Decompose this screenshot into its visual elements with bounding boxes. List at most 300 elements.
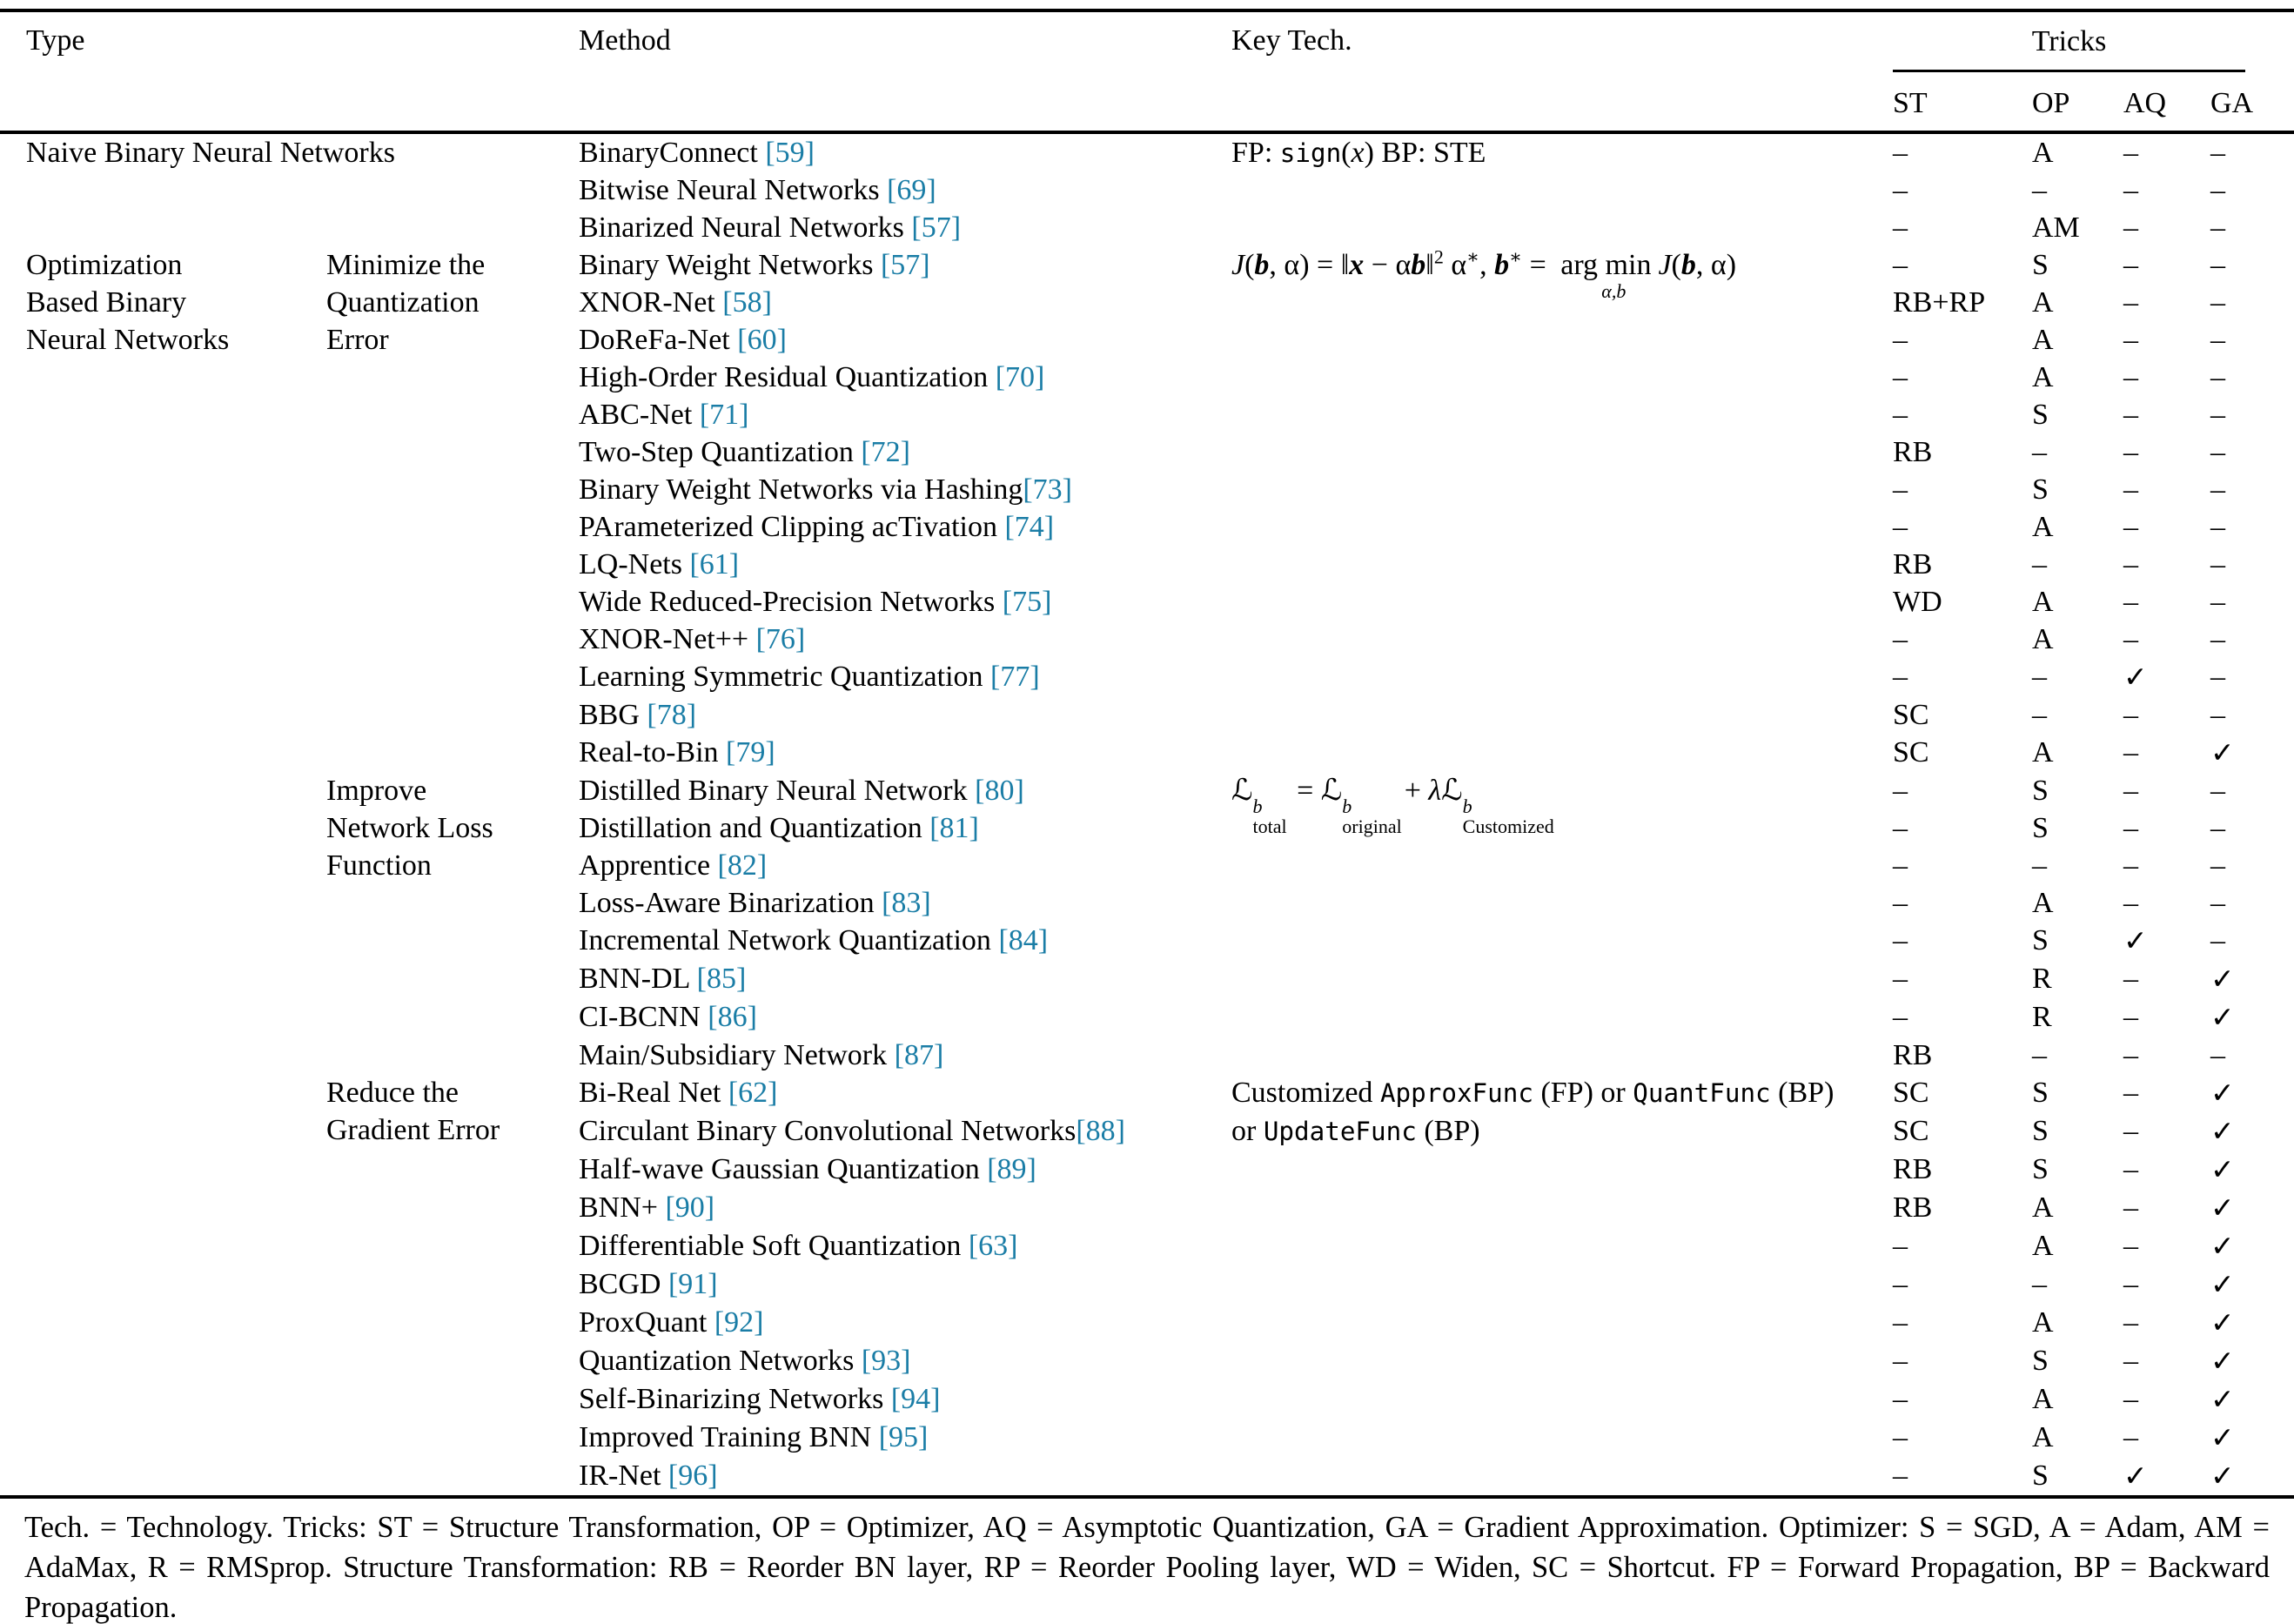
trick-op-cell bbox=[2032, 171, 2123, 209]
trick-aq-cell bbox=[2123, 284, 2210, 321]
trick-value: A bbox=[2032, 511, 2054, 543]
no-value-dash: – bbox=[1893, 211, 1908, 244]
no-value-dash: – bbox=[2032, 548, 2047, 580]
method-name: ProxQuant bbox=[579, 1306, 714, 1339]
trick-st-cell bbox=[1893, 1265, 2032, 1304]
citation-link[interactable]: [90] bbox=[665, 1191, 715, 1224]
no-value-dash: – bbox=[2123, 548, 2138, 580]
trick-ga-cell bbox=[2210, 284, 2294, 321]
trick-value: S bbox=[2032, 1115, 2049, 1147]
method-cell bbox=[579, 696, 1231, 734]
col-header-aq-label: AQ bbox=[2123, 87, 2167, 119]
citation-link[interactable]: [80] bbox=[975, 775, 1024, 807]
table-body bbox=[0, 132, 2294, 1497]
method-name: Distilled Binary Neural Network bbox=[579, 775, 976, 807]
citation-link[interactable]: [82] bbox=[717, 849, 768, 882]
trick-op-cell bbox=[2032, 1457, 2123, 1497]
no-value-dash: – bbox=[1893, 1230, 1908, 1262]
trick-ga-cell bbox=[2210, 1380, 2294, 1419]
trick-op-cell bbox=[2032, 696, 2123, 734]
method-name: Learning Symmetric Quantization bbox=[579, 661, 991, 693]
trick-aq-cell bbox=[2123, 1342, 2210, 1380]
citation-link[interactable]: [77] bbox=[990, 661, 1040, 693]
no-value-dash: – bbox=[1893, 249, 1908, 281]
method-name: BNN+ bbox=[579, 1191, 666, 1224]
check-icon: ✓ bbox=[2210, 735, 2235, 769]
trick-op-cell bbox=[2032, 546, 2123, 583]
citation-link[interactable]: [85] bbox=[696, 963, 747, 995]
check-icon: ✓ bbox=[2210, 1420, 2235, 1454]
no-value-dash: – bbox=[2210, 174, 2225, 206]
no-value-dash: – bbox=[2210, 211, 2225, 244]
no-value-dash: – bbox=[2123, 775, 2138, 807]
trick-ga-cell bbox=[2210, 246, 2294, 284]
no-value-dash: – bbox=[2123, 436, 2138, 468]
subtype-cell bbox=[326, 772, 579, 1074]
method-cell bbox=[579, 1457, 1231, 1497]
superscript: b bbox=[1252, 795, 1263, 817]
trick-value: SC bbox=[1893, 699, 1929, 731]
no-value-dash: – bbox=[2123, 736, 2138, 768]
trick-value: S bbox=[2032, 812, 2049, 844]
trick-value: RB bbox=[1893, 436, 1933, 468]
trick-value: RB+RP bbox=[1893, 286, 1986, 319]
no-value-dash: – bbox=[2032, 699, 2047, 731]
trick-op-cell bbox=[2032, 583, 2123, 621]
trick-aq-cell bbox=[2123, 1457, 2210, 1497]
trick-ga-cell bbox=[2210, 132, 2294, 171]
no-value-dash: – bbox=[2032, 849, 2047, 882]
citation-link[interactable]: [72] bbox=[861, 436, 910, 468]
trick-ga-cell bbox=[2210, 884, 2294, 922]
col-header-ga-label: GA bbox=[2210, 87, 2254, 119]
trick-op-cell bbox=[2032, 1189, 2123, 1227]
method-name: LQ-Nets bbox=[579, 548, 690, 580]
trick-value: A bbox=[2032, 1306, 2054, 1339]
method-cell bbox=[579, 1380, 1231, 1419]
trick-st-cell bbox=[1893, 471, 2032, 508]
table-header bbox=[0, 10, 2294, 132]
trick-ga-cell bbox=[2210, 809, 2294, 847]
type-label: Optimization bbox=[26, 249, 183, 281]
citation-link[interactable]: [76] bbox=[755, 623, 806, 655]
citation-link[interactable]: [81] bbox=[929, 812, 979, 844]
trick-st-cell bbox=[1893, 1037, 2032, 1074]
trick-st-cell bbox=[1893, 884, 2032, 922]
method-cell bbox=[579, 1074, 1231, 1112]
citation-link[interactable]: [70] bbox=[995, 361, 1045, 393]
citation-link[interactable]: [62] bbox=[728, 1077, 778, 1109]
trick-st-cell bbox=[1893, 508, 2032, 546]
no-value-dash: – bbox=[1893, 1383, 1908, 1415]
no-value-dash: – bbox=[2210, 324, 2225, 356]
no-value-dash: – bbox=[1893, 924, 1908, 956]
trick-op-cell bbox=[2032, 998, 2123, 1037]
trick-aq-cell bbox=[2123, 809, 2210, 847]
trick-aq-cell bbox=[2123, 209, 2210, 246]
citation-link[interactable]: [87] bbox=[894, 1039, 944, 1071]
trick-aq-cell bbox=[2123, 1112, 2210, 1151]
method-cell bbox=[579, 1304, 1231, 1342]
no-value-dash: – bbox=[2210, 286, 2225, 319]
trick-ga-cell bbox=[2210, 621, 2294, 658]
trick-op-cell bbox=[2032, 246, 2123, 284]
method-cell bbox=[579, 734, 1231, 772]
trick-st-cell bbox=[1893, 171, 2032, 209]
trick-st-cell bbox=[1893, 1189, 2032, 1227]
trick-aq-cell bbox=[2123, 1037, 2210, 1074]
no-value-dash: – bbox=[2123, 586, 2138, 618]
col-header-op bbox=[2032, 77, 2123, 132]
no-value-dash: – bbox=[2210, 1039, 2225, 1071]
trick-op-cell bbox=[2032, 1227, 2123, 1265]
type-cell bbox=[0, 132, 579, 246]
trick-value: SC bbox=[1893, 736, 1929, 768]
subscript: Customized bbox=[1462, 815, 1554, 838]
table-row bbox=[0, 132, 2294, 171]
method-cell bbox=[579, 583, 1231, 621]
subscript: original bbox=[1342, 815, 1402, 838]
citation-link[interactable]: [57] bbox=[911, 211, 962, 244]
trick-op-cell bbox=[2032, 734, 2123, 772]
trick-value: A bbox=[2032, 887, 2054, 919]
trick-aq-cell bbox=[2123, 884, 2210, 922]
no-value-dash: – bbox=[2123, 211, 2138, 244]
trick-st-cell bbox=[1893, 132, 2032, 171]
method-name: DoReFa-Net bbox=[579, 324, 738, 356]
trick-value: A bbox=[2032, 736, 2054, 768]
no-value-dash: – bbox=[2123, 887, 2138, 919]
trick-ga-cell bbox=[2210, 321, 2294, 359]
trick-ga-cell bbox=[2210, 1112, 2294, 1151]
no-value-dash: – bbox=[2210, 361, 2225, 393]
subtype-label: Reduce the bbox=[326, 1077, 459, 1109]
trick-value: S bbox=[2032, 473, 2049, 506]
trick-value: A bbox=[2032, 137, 2054, 169]
trick-ga-cell bbox=[2210, 696, 2294, 734]
check-icon: ✓ bbox=[2210, 962, 2235, 996]
method-cell bbox=[579, 471, 1231, 508]
method-cell bbox=[579, 171, 1231, 209]
trick-value: R bbox=[2032, 963, 2052, 995]
trick-value: A bbox=[2032, 1191, 2054, 1224]
trick-st-cell bbox=[1893, 321, 2032, 359]
method-cell bbox=[579, 508, 1231, 546]
no-value-dash: – bbox=[2123, 249, 2138, 281]
no-value-dash: – bbox=[2123, 1001, 2138, 1033]
check-icon: ✓ bbox=[2210, 1459, 2235, 1493]
tricks-group-label: Tricks bbox=[2031, 25, 2107, 57]
subtype-cell bbox=[326, 246, 579, 772]
header-row-tricks bbox=[0, 77, 2294, 132]
no-value-dash: – bbox=[1893, 1460, 1908, 1492]
trick-op-cell bbox=[2032, 960, 2123, 998]
trick-value: RB bbox=[1893, 1039, 1933, 1071]
trick-st-cell bbox=[1893, 922, 2032, 960]
bnn-methods-table bbox=[0, 9, 2294, 1499]
citation-link[interactable]: [89] bbox=[987, 1153, 1036, 1185]
check-icon: ✓ bbox=[2210, 1076, 2235, 1110]
trick-st-cell bbox=[1893, 433, 2032, 471]
argmin-stack bbox=[1553, 246, 1658, 302]
trick-st-cell bbox=[1893, 583, 2032, 621]
subtype-label: Gradient Error bbox=[326, 1114, 500, 1146]
method-name: Incremental Network Quantization bbox=[579, 924, 999, 956]
trick-op-cell bbox=[2032, 433, 2123, 471]
citation-link[interactable]: [58] bbox=[722, 286, 772, 319]
trick-ga-cell bbox=[2210, 1342, 2294, 1380]
no-value-dash: – bbox=[1893, 137, 1908, 169]
no-value-dash: – bbox=[1893, 324, 1908, 356]
citation-link[interactable]: [96] bbox=[667, 1460, 718, 1492]
citation-link[interactable]: [94] bbox=[890, 1383, 941, 1415]
no-value-dash: – bbox=[2123, 812, 2138, 844]
trick-st-cell bbox=[1893, 1112, 2032, 1151]
method-cell bbox=[579, 772, 1231, 809]
trick-value: S bbox=[2032, 775, 2049, 807]
no-value-dash: – bbox=[1893, 1421, 1908, 1453]
trick-ga-cell bbox=[2210, 1227, 2294, 1265]
trick-op-cell bbox=[2032, 1151, 2123, 1189]
trick-op-cell bbox=[2032, 621, 2123, 658]
key-tech-cell: ℒ b total = ℒ b original + λℒ b Customized bbox=[1231, 773, 1554, 838]
superscript: b bbox=[1462, 795, 1472, 817]
no-value-dash: – bbox=[2032, 1039, 2047, 1071]
trick-ga-cell bbox=[2210, 359, 2294, 396]
trick-aq-cell bbox=[2123, 960, 2210, 998]
trick-st-cell bbox=[1893, 772, 2032, 809]
check-icon: ✓ bbox=[2210, 1114, 2235, 1148]
trick-aq-cell bbox=[2123, 1265, 2210, 1304]
subtype-label: Improve bbox=[326, 775, 427, 807]
no-value-dash: – bbox=[2210, 775, 2225, 807]
method-name: Apprentice bbox=[579, 849, 718, 882]
trick-value: A bbox=[2032, 1421, 2054, 1453]
citation-link[interactable]: [75] bbox=[1002, 586, 1052, 618]
trick-op-cell bbox=[2032, 658, 2123, 696]
citation-link[interactable]: [79] bbox=[726, 736, 775, 768]
key-tech-cell: FP: sign(x) BP: STE bbox=[1231, 137, 1486, 169]
superscript: b bbox=[1342, 795, 1352, 817]
method-cell bbox=[579, 359, 1231, 396]
trick-op-cell bbox=[2032, 772, 2123, 809]
method-name: Half-wave Gaussian Quantization bbox=[579, 1153, 988, 1185]
trick-op-cell bbox=[2032, 321, 2123, 359]
trick-aq-cell bbox=[2123, 321, 2210, 359]
trick-value: A bbox=[2032, 623, 2054, 655]
trick-st-cell bbox=[1893, 847, 2032, 884]
trick-op-cell bbox=[2032, 396, 2123, 433]
key-tech-cell: Customized ApproxFunc (FP) or QuantFunc (BP) or UpdateFunc (BP) bbox=[1231, 1077, 1835, 1147]
trick-aq-cell bbox=[2123, 396, 2210, 433]
no-value-dash: – bbox=[1893, 849, 1908, 882]
trick-aq-cell bbox=[2123, 359, 2210, 396]
no-value-dash: – bbox=[2123, 1268, 2138, 1300]
citation-link[interactable]: [69] bbox=[887, 174, 936, 206]
trick-st-cell bbox=[1893, 1151, 2032, 1189]
citation-link[interactable]: [59] bbox=[765, 137, 815, 169]
trick-value: RB bbox=[1893, 1191, 1933, 1224]
no-value-dash: – bbox=[1893, 1268, 1908, 1300]
citation-link[interactable]: [92] bbox=[714, 1306, 764, 1339]
trick-op-cell bbox=[2032, 1112, 2123, 1151]
method-cell bbox=[579, 1342, 1231, 1380]
citation-link[interactable]: [84] bbox=[998, 924, 1049, 956]
method-cell bbox=[579, 1227, 1231, 1265]
trick-ga-cell bbox=[2210, 1304, 2294, 1342]
trick-st-cell bbox=[1893, 359, 2032, 396]
check-icon: ✓ bbox=[2210, 1000, 2235, 1034]
trick-aq-cell bbox=[2123, 922, 2210, 960]
trick-ga-cell bbox=[2210, 998, 2294, 1037]
trick-aq-cell bbox=[2123, 847, 2210, 884]
no-value-dash: – bbox=[2123, 511, 2138, 543]
trick-aq-cell bbox=[2123, 998, 2210, 1037]
method-name: Real-to-Bin bbox=[579, 736, 727, 768]
trick-ga-cell bbox=[2210, 209, 2294, 246]
trick-ga-cell bbox=[2210, 433, 2294, 471]
trick-aq-cell bbox=[2123, 696, 2210, 734]
no-value-dash: – bbox=[1893, 174, 1908, 206]
no-value-dash: – bbox=[2123, 137, 2138, 169]
check-icon: ✓ bbox=[2210, 1267, 2235, 1301]
no-value-dash: – bbox=[2032, 436, 2047, 468]
citation-link[interactable]: [57] bbox=[880, 249, 930, 281]
trick-value: SC bbox=[1893, 1115, 1929, 1147]
method-name: Loss-Aware Binarization bbox=[579, 887, 882, 919]
check-icon: ✓ bbox=[2210, 1344, 2235, 1378]
no-value-dash: – bbox=[1893, 623, 1908, 655]
method-cell bbox=[579, 658, 1231, 696]
check-icon: ✓ bbox=[2210, 1229, 2235, 1263]
no-value-dash: – bbox=[2123, 1421, 2138, 1453]
trick-st-cell bbox=[1893, 1227, 2032, 1265]
method-cell bbox=[579, 284, 1231, 321]
trick-st-cell bbox=[1893, 1074, 2032, 1112]
no-value-dash: – bbox=[2032, 174, 2047, 206]
trick-ga-cell bbox=[2210, 508, 2294, 546]
method-cell bbox=[579, 321, 1231, 359]
trick-value: S bbox=[2032, 399, 2049, 431]
trick-value: S bbox=[2032, 1460, 2049, 1492]
method-name: Bi-Real Net bbox=[579, 1077, 728, 1109]
trick-ga-cell bbox=[2210, 658, 2294, 696]
trick-st-cell bbox=[1893, 960, 2032, 998]
citation-link[interactable]: [78] bbox=[647, 699, 697, 731]
check-icon: ✓ bbox=[2123, 923, 2148, 957]
citation-link[interactable]: [63] bbox=[968, 1230, 1018, 1262]
trick-st-cell bbox=[1893, 1342, 2032, 1380]
citation-link[interactable]: [91] bbox=[667, 1268, 718, 1300]
method-cell bbox=[579, 1419, 1231, 1457]
trick-aq-cell bbox=[2123, 171, 2210, 209]
method-name: IR-Net bbox=[579, 1460, 668, 1492]
trick-ga-cell bbox=[2210, 1037, 2294, 1074]
trick-value: R bbox=[2032, 1001, 2052, 1033]
no-value-dash: – bbox=[1893, 887, 1908, 919]
method-cell bbox=[579, 960, 1231, 998]
method-name: Improved Training BNN bbox=[579, 1421, 879, 1453]
trick-aq-cell bbox=[2123, 471, 2210, 508]
no-value-dash: – bbox=[2123, 1383, 2138, 1415]
no-value-dash: – bbox=[2123, 286, 2138, 319]
method-cell bbox=[579, 1189, 1231, 1227]
method-cell bbox=[579, 433, 1231, 471]
citation-link[interactable]: [95] bbox=[878, 1421, 929, 1453]
col-header-st-label: ST bbox=[1893, 87, 1928, 119]
no-value-dash: – bbox=[2032, 1268, 2047, 1300]
check-icon: ✓ bbox=[2210, 1191, 2235, 1225]
trick-ga-cell bbox=[2210, 734, 2294, 772]
no-value-dash: – bbox=[2123, 1230, 2138, 1262]
trick-ga-cell bbox=[2210, 471, 2294, 508]
type-label: Naive Binary Neural Networks bbox=[26, 137, 395, 169]
method-name: Binary Weight Networks via Hashing bbox=[579, 473, 1023, 506]
trick-st-cell bbox=[1893, 809, 2032, 847]
method-name: Binarized Neural Networks bbox=[579, 211, 912, 244]
no-value-dash: – bbox=[2210, 399, 2225, 431]
trick-aq-cell bbox=[2123, 1227, 2210, 1265]
col-header-method-label: Method bbox=[579, 24, 671, 57]
trick-op-cell bbox=[2032, 1342, 2123, 1380]
citation-link[interactable]: [74] bbox=[1004, 511, 1055, 543]
method-name: Quantization Networks bbox=[579, 1345, 862, 1377]
method-name: Binary Weight Networks bbox=[579, 249, 881, 281]
citation-link[interactable]: [73] bbox=[1023, 473, 1072, 506]
citation-link[interactable]: [93] bbox=[861, 1345, 911, 1377]
method-name: XNOR-Net++ bbox=[579, 623, 756, 655]
method-name: XNOR-Net bbox=[579, 286, 723, 319]
trick-aq-cell bbox=[2123, 1304, 2210, 1342]
citation-link[interactable]: [86] bbox=[708, 1001, 757, 1033]
citation-link[interactable]: [88] bbox=[1076, 1115, 1125, 1147]
subtype-cell bbox=[326, 1074, 579, 1497]
trick-value: A bbox=[2032, 586, 2054, 618]
table-row bbox=[0, 772, 2294, 809]
superscript-subscript bbox=[1342, 796, 1401, 836]
citation-link[interactable]: [61] bbox=[689, 548, 740, 580]
citation-link[interactable]: [83] bbox=[882, 887, 931, 919]
trick-st-cell bbox=[1893, 696, 2032, 734]
subtype-label: Function bbox=[326, 849, 432, 882]
method-name: BNN-DL bbox=[579, 963, 697, 995]
method-cell bbox=[579, 884, 1231, 922]
method-cell bbox=[579, 246, 1231, 284]
trick-ga-cell bbox=[2210, 1419, 2294, 1457]
trick-ga-cell bbox=[2210, 1189, 2294, 1227]
no-value-dash: – bbox=[2210, 586, 2225, 618]
check-icon: ✓ bbox=[2210, 1305, 2235, 1339]
header-row-main bbox=[0, 10, 2294, 77]
trick-value: S bbox=[2032, 1153, 2049, 1185]
citation-link[interactable]: [71] bbox=[699, 399, 749, 431]
trick-aq-cell bbox=[2123, 583, 2210, 621]
trick-value: A bbox=[2032, 324, 2054, 356]
citation-link[interactable]: [60] bbox=[737, 324, 787, 356]
trick-st-cell bbox=[1893, 621, 2032, 658]
method-cell bbox=[579, 847, 1231, 884]
trick-ga-cell bbox=[2210, 1457, 2294, 1497]
no-value-dash: – bbox=[1893, 775, 1908, 807]
no-value-dash: – bbox=[2123, 1191, 2138, 1224]
trick-op-cell bbox=[2032, 471, 2123, 508]
argmin-operator: arg min bbox=[1560, 249, 1652, 281]
trick-st-cell bbox=[1893, 546, 2032, 583]
trick-ga-cell bbox=[2210, 171, 2294, 209]
trick-op-cell bbox=[2032, 209, 2123, 246]
trick-value: S bbox=[2032, 249, 2049, 281]
no-value-dash: – bbox=[2210, 511, 2225, 543]
